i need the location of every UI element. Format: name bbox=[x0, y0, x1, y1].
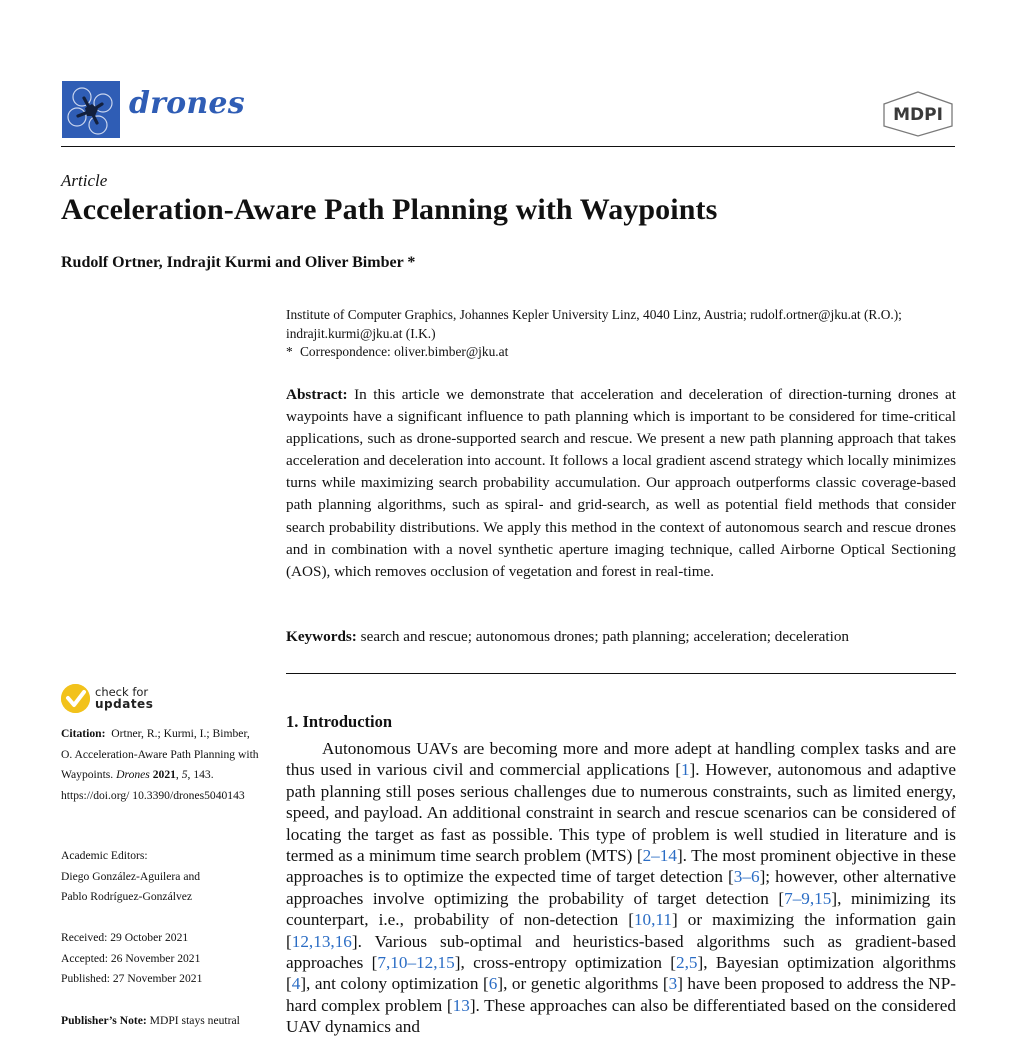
citation-ref-link[interactable]: 12,13,16 bbox=[291, 931, 352, 951]
intro-text: ]. However, autonomous and adaptive path planning still poses serious challenges due to numerous constraints, such as limited energy, speed, and payload. An additional constraint in search and rescue scenarios can be considered of locating the target as fast as possible. This type of problem is well studied in literature and is termed as a minimum time search problem (MTS) [ bbox=[286, 760, 956, 866]
citation-ref-link[interactable]: 13 bbox=[452, 995, 470, 1015]
affiliation-line: indrajit.kurmi@jku.at (I.K.) bbox=[286, 325, 436, 341]
intro-text: ], ant colony optimization [ bbox=[300, 974, 489, 994]
article-type: Article bbox=[61, 171, 108, 190]
mdpi-logo bbox=[880, 90, 956, 138]
intro-text: ], cross-entropy optimization [ bbox=[454, 953, 676, 973]
publication-dates bbox=[61, 928, 261, 990]
published-date: Published: 27 November 2021 bbox=[61, 972, 203, 985]
intro-text: ]. These approaches can also be differentiated based on the considered UAV dynamics and bbox=[286, 995, 956, 1037]
intro-text: ] have been proposed to address the NP-hard complex problem [ bbox=[286, 974, 956, 1015]
abstract-label: Abstract: bbox=[286, 386, 348, 403]
accepted-date: Accepted: 26 November 2021 bbox=[61, 951, 201, 965]
abstract-divider bbox=[286, 673, 956, 674]
correspondence bbox=[286, 343, 956, 362]
check-for-updates-text bbox=[95, 686, 153, 710]
received-date: Received: 29 October 2021 bbox=[61, 931, 189, 944]
introduction-paragraph bbox=[286, 738, 956, 1038]
author-list: Rudolf Ortner, Indrajit Kurmi and Oliver Bimber * bbox=[61, 254, 416, 271]
keywords-text: search and rescue; autonomous drones; path planning; acceleration; deceleration bbox=[360, 628, 850, 645]
abstract-text: In this article we demonstrate that acceleration and deceleration of direction-turning drones at waypoints have a significant influence to path planning which is important to be considered for time-critical applications, such as drone-supported search and rescue. We present a new path planning approach that takes acceleration and deceleration into account. It follows a local gradient ascend strategy which locally minimizes turns while maximizing search probability accumulation. Our approach outperforms classic coverage-based path planning algorithms, such as spiral- and grid-search, as well as potential field methods that consider search probability distributions. We apply this method in the context of autonomous search and rescue drones and in combination with a novel synthetic aperture imaging technique, called Airborne Optical Sectioning (AOS), which removes occlusion of vegetation and forest in real-time. bbox=[286, 386, 956, 580]
citation-journal: Drones bbox=[116, 768, 150, 781]
publishers-note-label: Publisher’s Note: bbox=[61, 1014, 147, 1027]
intro-text: ], minimizing its counterpart, i.e., probability of non-detection [ bbox=[286, 888, 956, 930]
checkmark-icon bbox=[61, 684, 90, 713]
keywords bbox=[286, 626, 956, 648]
journal-name: drones bbox=[129, 86, 245, 121]
section-heading-introduction: 1. Introduction bbox=[286, 712, 393, 731]
check-text-line2: updates bbox=[95, 697, 154, 711]
citation-ref-link[interactable]: 4 bbox=[291, 974, 301, 994]
keywords-label: Keywords: bbox=[286, 628, 357, 645]
header-divider bbox=[61, 146, 955, 147]
intro-text: ] or maximizing the information gain [ bbox=[286, 910, 956, 951]
intro-text: ], or genetic algorithms [ bbox=[497, 974, 669, 994]
citation-ref-link[interactable]: 10,11 bbox=[633, 910, 672, 930]
check-for-updates-button[interactable] bbox=[61, 684, 161, 714]
affiliation-line: Institute of Computer Graphics, Johannes Kepler University Linz, 4040 Linz, Austria; rudolf.ortner@jku.at (R.O.); bbox=[286, 307, 902, 322]
correspondence-email[interactable]: Correspondence: oliver.bimber@jku.at bbox=[300, 344, 509, 359]
citation-ref-link[interactable]: 3 bbox=[668, 974, 678, 994]
citation-ref-link[interactable]: 3–6 bbox=[733, 867, 760, 887]
intro-text: ]. Various sub-optimal and heuristics-based algorithms such as gradient-based approaches [ bbox=[286, 931, 956, 973]
citation-ref-link[interactable]: 2,5 bbox=[676, 953, 698, 973]
publishers-note-text: MDPI stays neutral bbox=[149, 1014, 240, 1027]
journal-logo bbox=[62, 81, 120, 138]
affiliations bbox=[286, 306, 956, 362]
mdpi-hexagon-icon bbox=[880, 90, 956, 138]
editors-label: Academic Editors: bbox=[61, 849, 148, 862]
introduction-body bbox=[286, 738, 956, 1038]
citation-doi[interactable]: , 143. https://doi.org/ 10.3390/drones5040143 bbox=[61, 768, 245, 802]
citation-volume: 5 bbox=[181, 768, 188, 781]
academic-editors bbox=[61, 846, 261, 908]
abstract bbox=[286, 384, 956, 583]
intro-text: Autonomous UAVs are becoming more and more adept at handling complex tasks and are thus used in various civil and commercial applications [ bbox=[286, 739, 956, 780]
citation-label: Citation: bbox=[61, 727, 106, 740]
editor-name: Diego González-Aguilera and bbox=[61, 869, 201, 883]
correspondence-star: * bbox=[286, 344, 293, 359]
editor-name: Pablo Rodríguez-Gonzálvez bbox=[61, 890, 193, 903]
drone-icon bbox=[62, 81, 120, 138]
check-text-line1: check for bbox=[95, 685, 149, 699]
citation-block: Citation: Ortner, R.; Kurmi, I.; Bimber, O. Acceleration-Aware Path Planning with Waypoints. Drones 2021, 5, 143. https://doi.org/ 10.3390/drones5040143 bbox=[61, 727, 259, 802]
publishers-note bbox=[61, 1011, 261, 1032]
intro-text: ]. The most prominent objective in these approaches is to optimize the expected time of target detection [ bbox=[286, 846, 956, 887]
citation-ref-link[interactable]: 2–14 bbox=[642, 846, 677, 866]
citation-year: 2021 bbox=[152, 768, 176, 781]
citation-ref-link[interactable]: 7–9,15 bbox=[784, 888, 832, 908]
citation-ref-link[interactable]: 6 bbox=[488, 974, 498, 994]
citation-ref-link[interactable]: 1 bbox=[680, 760, 690, 780]
citation-authors: Ortner, R.; Kurmi, I.; Bimber, O. Acceleration-Aware Path Planning with Waypoints. bbox=[61, 727, 259, 781]
paper-title: Acceleration-Aware Path Planning with Waypoints bbox=[61, 193, 718, 226]
citation-ref-link[interactable]: 7,10–12,15 bbox=[377, 953, 455, 973]
intro-text: ], Bayesian optimization algorithms [ bbox=[286, 953, 956, 994]
intro-text: ]; however, other alternative approaches involve optimizing the probability of target detection [ bbox=[286, 867, 956, 908]
check-badge bbox=[61, 684, 90, 713]
mdpi-text: MDPI bbox=[893, 105, 943, 125]
